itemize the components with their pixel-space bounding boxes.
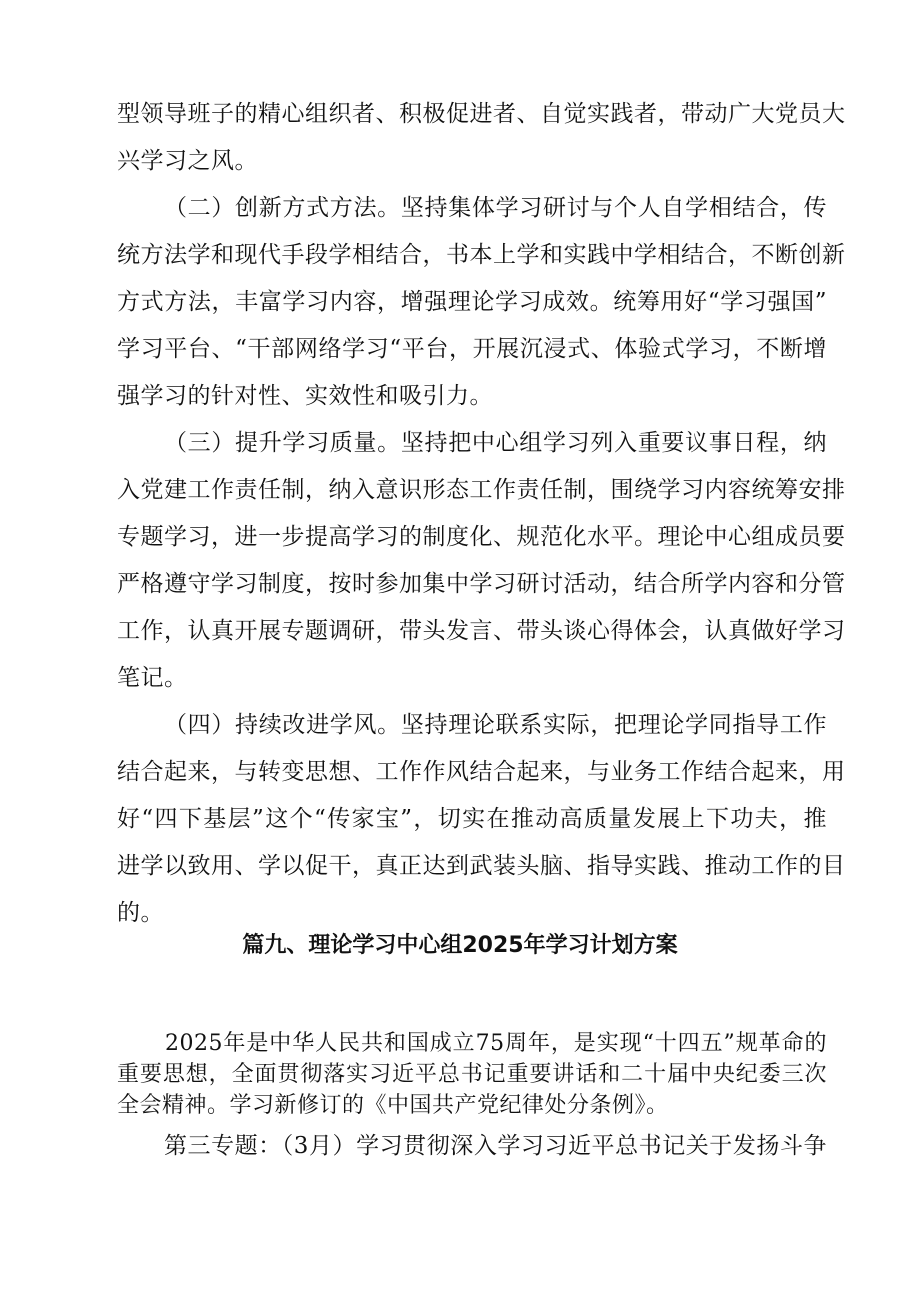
- paragraph-line: 好“四下基层”这个“传家宝”，切实在推动高质量发展上下功夫，推: [117, 806, 827, 832]
- paragraph-line: 结合起来，与转变思想、工作作风结合起来，与业务工作结合起来，用: [117, 759, 846, 785]
- paragraph-line: 重要思想，全面贯彻落实习近平总书记重要讲话和二十届中央纪委三次: [117, 1062, 827, 1087]
- paragraph-line: 方式方法，丰富学习内容，增强理论学习成效。统筹用好“学习强国”: [117, 289, 827, 315]
- paragraph-line: 严格遵守学习制度，按时参加集中学习研讨活动，结合所学内容和分管: [117, 571, 846, 597]
- paragraph-line: 笔记。: [117, 665, 188, 691]
- paragraph-line: 工作，认真开展专题调研，带头发言、带头谈心得体会，认真做好学习: [117, 618, 846, 644]
- paragraph-line: 2025年是中华人民共和国成立75周年，是实现“十四五”规革命的: [165, 1031, 827, 1056]
- paragraph-line: 的。: [117, 900, 164, 926]
- section-heading: 篇九、理论学习中心组2025年学习计划方案: [242, 933, 678, 958]
- paragraph-line: （四）持续改进学风。坚持理论联系实际，把理论学同指导工作: [164, 712, 827, 738]
- paragraph-line: 强学习的针对性、实效性和吸引力。: [117, 383, 493, 409]
- paragraph-line: 进学以致用、学以促干，真正达到武装头脑、指导实践、推动工作的目: [117, 853, 846, 879]
- paragraph-line: 第三专题：（3月）学习贯彻深入学习习近平总书记关于发扬斗争: [164, 1133, 827, 1159]
- paragraph-line: （二）创新方式方法。坚持集体学习研讨与个人自学相结合，传: [164, 195, 827, 221]
- paragraph-line: 统方法学和现代手段学相结合，书本上学和实践中学相结合，不断创新: [117, 242, 846, 268]
- paragraph-line: （三）提升学习质量。坚持把中心组学习列入重要议事日程，纳: [164, 430, 827, 456]
- paragraph-line: 入党建工作责任制，纳入意识形态工作责任制，围绕学习内容统筹安排: [117, 477, 846, 503]
- paragraph-line: 学习平台、“干部网络学习“平台，开展沉浸式、体验式学习，不断增: [117, 336, 827, 362]
- paragraph-line: 型领导班子的精心组织者、积极促进者、自觉实践者，带动广大党员大: [117, 101, 846, 127]
- paragraph-line: 专题学习，进一步提高学习的制度化、规范化水平。理论中心组成员要: [117, 524, 846, 550]
- paragraph-line: 兴学习之风。: [117, 148, 258, 174]
- paragraph-line: 全会精神。学习新修订的《中国共产党纪律处分条例》。: [117, 1093, 669, 1118]
